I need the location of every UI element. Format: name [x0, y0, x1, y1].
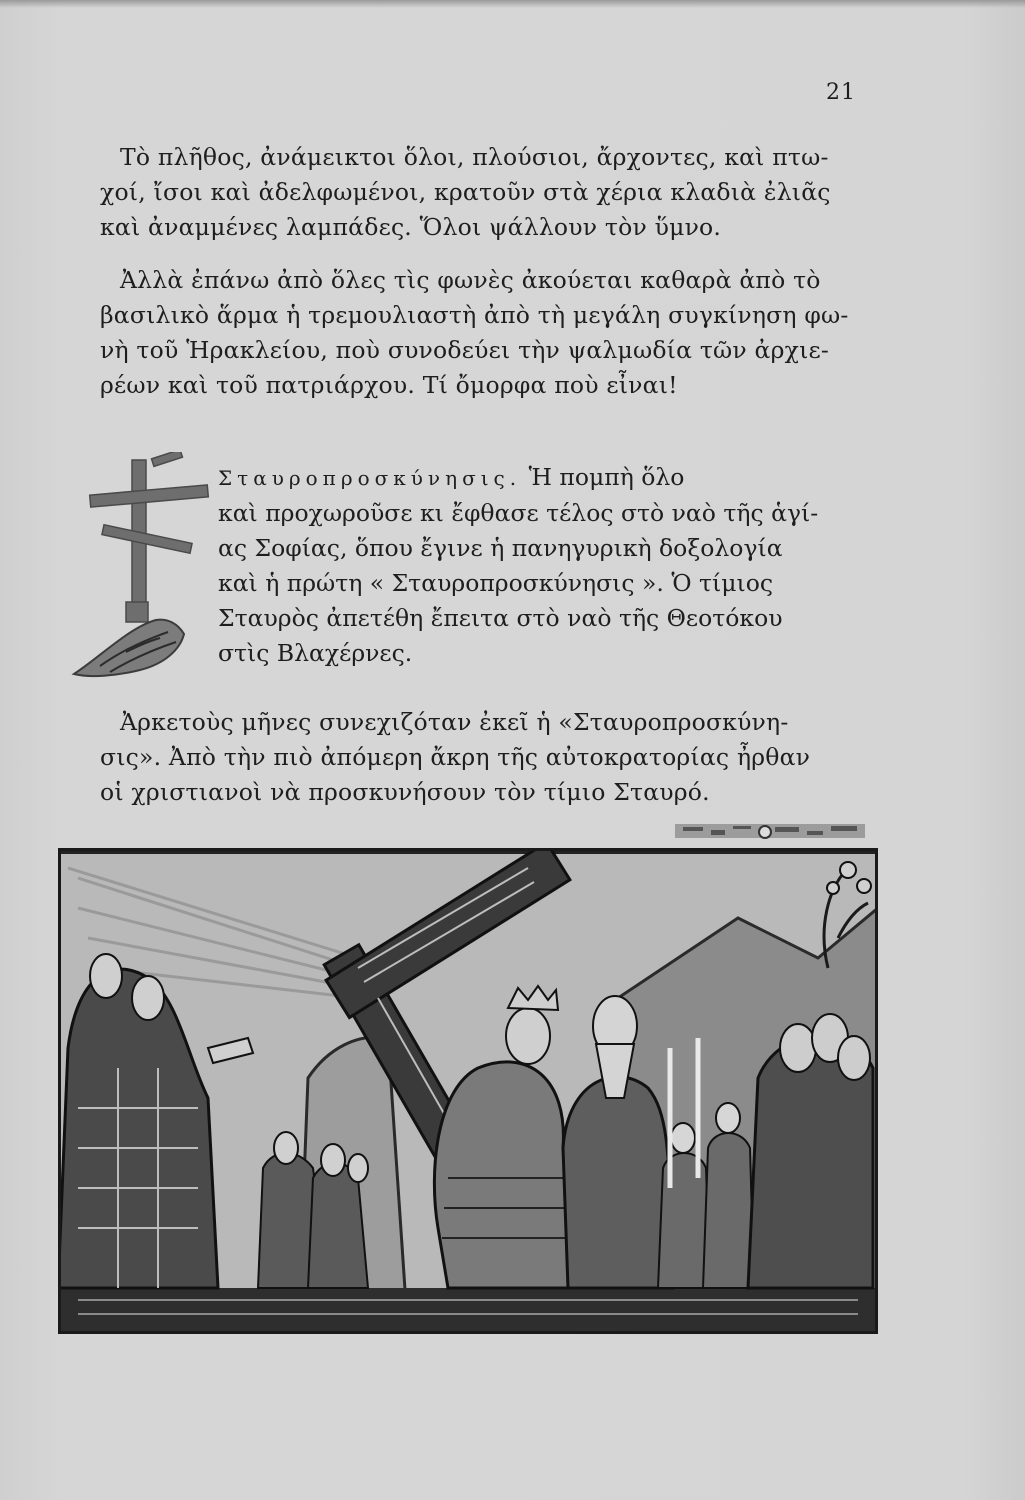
text-line: νὴ τοῦ Ἡρακλείου, ποὺ συνοδεύει τὴν ψαλμωδία τῶν ἀρχιε-	[100, 336, 830, 364]
ornamental-strip	[675, 818, 865, 844]
paragraph-procession	[218, 460, 878, 671]
text-line: ρέων καὶ τοῦ πατριάρχου. Τί ὄμορφα ποὺ εἶναι!	[100, 371, 678, 399]
text-line: Τὸ πλῆθος, ἀνάμεικτοι ὅλοι, πλούσιοι, ἄρχοντες, καὶ πτω-	[120, 143, 829, 171]
text-line: καὶ ἀναμμένες λαμπάδες. Ὅλοι ψάλλουν τὸν ὕμνο.	[100, 213, 722, 241]
text-line: Ἀλλὰ ἐπάνω ἀπὸ ὅλες τὶς φωνὲς ἀκούεται καθαρὰ ἀπὸ τὸ	[120, 266, 821, 294]
text-line: καὶ προχωροῦσε κι ἔφθασε τέλος στὸ ναὸ τῆς ἁγί-	[218, 499, 819, 527]
scan-edge	[0, 0, 1025, 8]
text-line: Ἀρκετοὺς μῆνες συνεχιζόταν ἐκεῖ ἡ «Σταυροπροσκύνη-	[120, 708, 789, 736]
page-number: 21	[826, 80, 856, 105]
text-run: Ἡ πομπὴ ὅλο	[521, 463, 685, 491]
text-line: βασιλικὸ ἅρμα ἡ τρεμουλιαστὴ ἀπὸ τὴ μεγάλη συγκίνηση φω-	[100, 301, 849, 329]
section-heading: Σταυροπροσκύνησις.	[218, 466, 522, 490]
paragraph-heraclius	[100, 263, 868, 403]
text-line: καὶ ἡ πρώτη « Σταυροπροσκύνησις ». Ὁ τίμιος	[218, 569, 774, 597]
text-line: ας Σοφίας, ὅπου ἔγινε ἡ πανηγυρικὴ δοξολογία	[218, 534, 783, 562]
text-line: στὶς Βλαχέρνες.	[218, 639, 413, 667]
text-line: χοί, ἴσοι καὶ ἀδελφωμένοι, κρατοῦν στὰ χέρια κλαδιὰ ἐλιᾶς	[100, 178, 831, 206]
text-line	[218, 460, 878, 496]
text-line: Σταυρὸς ἀπετέθη ἔπειτα στὸ ναὸ τῆς Θεοτόκου	[218, 604, 783, 632]
paragraph-pilgrims	[100, 705, 868, 810]
text-line: σις». Ἀπὸ τὴν πιὸ ἀπόμερη ἄκρη τῆς αὐτοκρατορίας ἦρθαν	[100, 743, 811, 771]
paragraph-crowd	[100, 140, 868, 245]
cross-in-hand-icon	[60, 452, 220, 702]
woodcut-illustration	[58, 848, 878, 1334]
text-line: οἱ χριστιανοὶ νὰ προσκυνήσουν τὸν τίμιο Σταυρό.	[100, 778, 710, 806]
